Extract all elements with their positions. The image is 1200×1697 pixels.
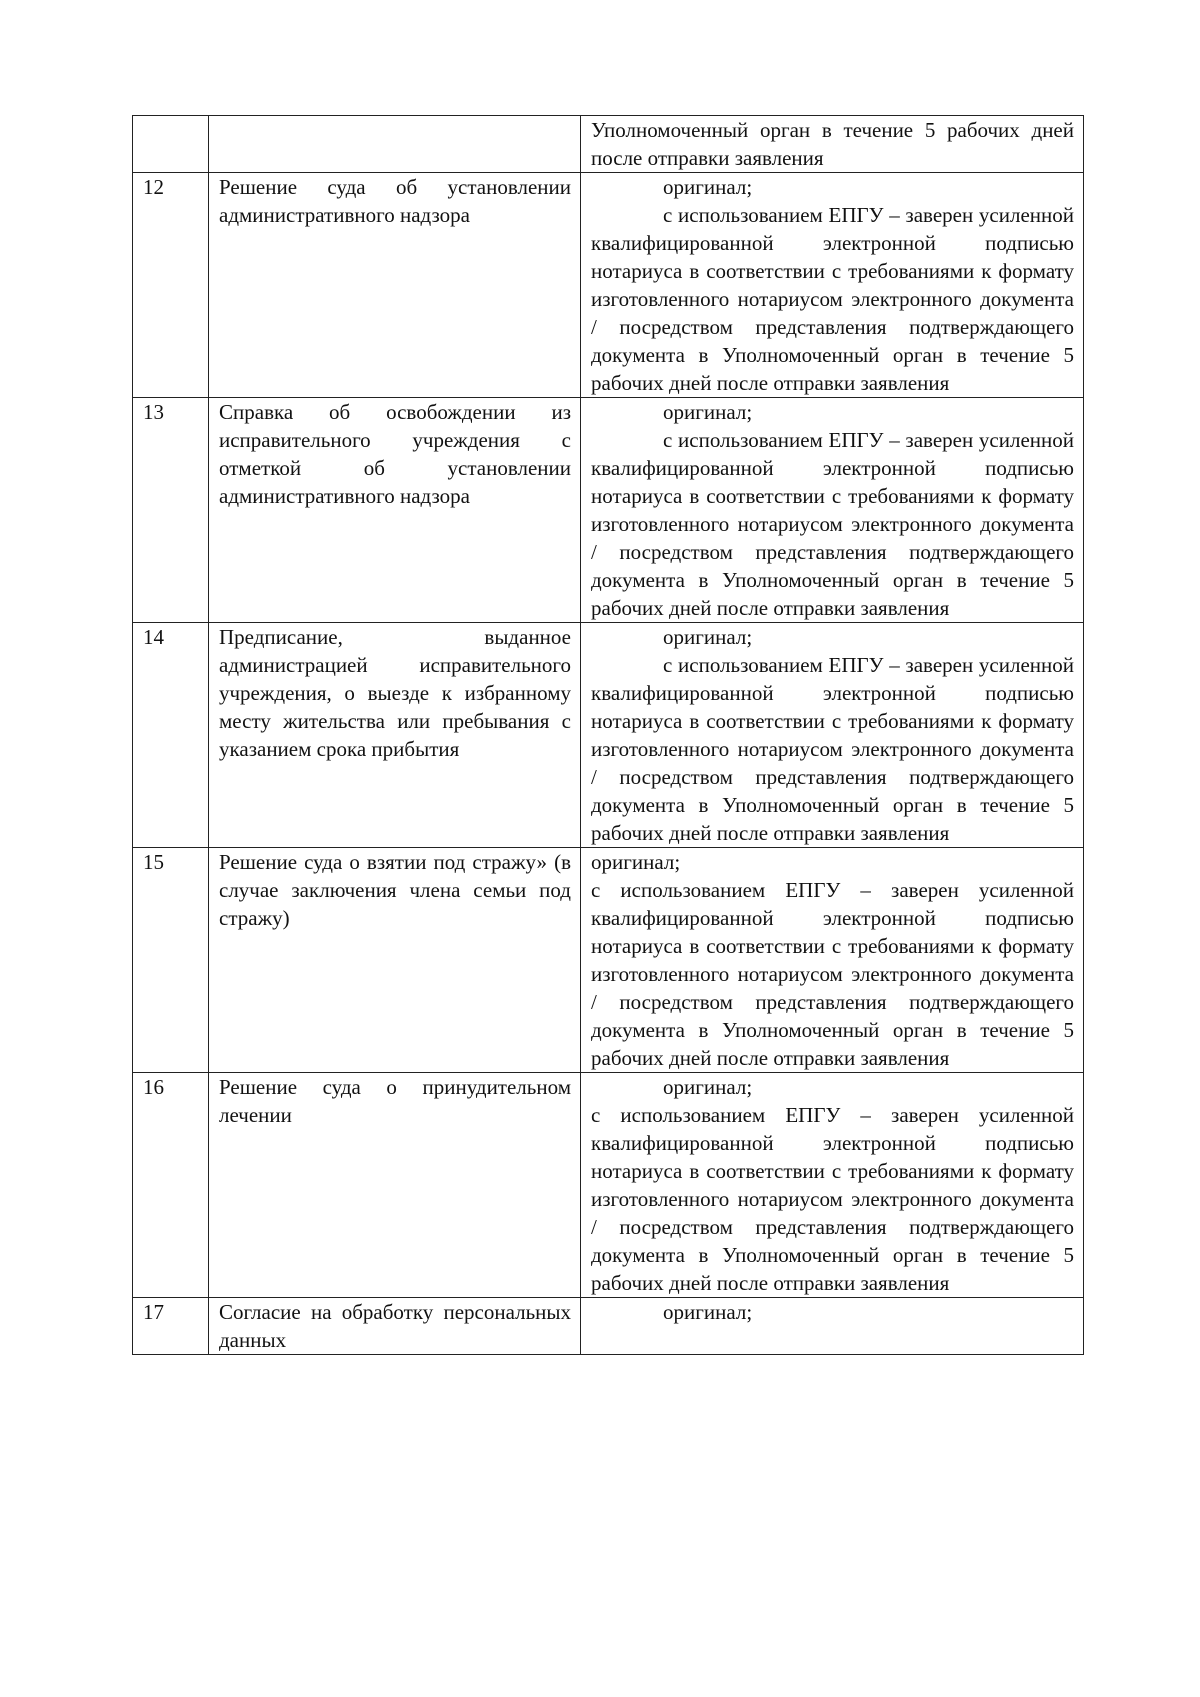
row-number: 14	[133, 623, 209, 848]
epgu-requirement: Уполномоченный орган в течение 5 рабочих дней после отправки заявления	[591, 118, 1074, 170]
document-name-cell	[209, 848, 581, 1073]
table-row	[133, 1298, 1084, 1355]
document-name: Предписание, выданное администрацией исправительного учреждения, о выезде к избранному месту жительства или пребывания с указанием срока прибытия	[219, 625, 571, 761]
document-name: Согласие на обработку персональных данных	[219, 1300, 571, 1352]
table-row	[133, 1073, 1084, 1298]
document-name: Справка об освобождении из исправительного учреждения с отметкой об установлении административного надзора	[219, 400, 571, 508]
submission-form-cell	[581, 398, 1084, 623]
row-number: 13	[133, 398, 209, 623]
document-name-cell	[209, 1073, 581, 1298]
table-row	[133, 116, 1084, 173]
document-name: Решение суда об установлении административного надзора	[219, 175, 571, 227]
submission-form-cell	[581, 116, 1084, 173]
table-row	[133, 173, 1084, 398]
original-requirement: оригинал;	[591, 850, 681, 874]
row-number: 15	[133, 848, 209, 1073]
document-name: Решение суда о взятии под стражу» (в случае заключения члена семьи под стражу)	[219, 850, 571, 930]
table-row	[133, 398, 1084, 623]
epgu-requirement: с использованием ЕПГУ – заверен усиленной квалифицированной электронной подписью нотариуса в соответствии с требованиями к формату изготовленного нотариусом электронного документа / посредством представления подтверждающего документа в Уполномоченный орган в течение 5 рабочих дней после отправки заявления	[591, 203, 1074, 395]
submission-form-cell	[581, 848, 1084, 1073]
epgu-requirement: с использованием ЕПГУ – заверен усиленной квалифицированной электронной подписью нотариуса в соответствии с требованиями к формату изготовленного нотариусом электронного документа / посредством представления подтверждающего документа в Уполномоченный орган в течение 5 рабочих дней после отправки заявления	[591, 653, 1074, 845]
document-name-cell	[209, 398, 581, 623]
document-name-cell	[209, 173, 581, 398]
original-requirement: оригинал;	[663, 175, 753, 199]
document-name-cell	[209, 623, 581, 848]
submission-form-cell	[581, 623, 1084, 848]
submission-form-cell	[581, 1298, 1084, 1355]
epgu-requirement: с использованием ЕПГУ – заверен усиленной квалифицированной электронной подписью нотариуса в соответствии с требованиями к формату изготовленного нотариусом электронного документа / посредством представления подтверждающего документа в Уполномоченный орган в течение 5 рабочих дней после отправки заявления	[591, 878, 1074, 1070]
document-name: Решение суда о принудительном лечении	[219, 1075, 571, 1127]
submission-form-cell	[581, 1073, 1084, 1298]
original-requirement: оригинал;	[663, 400, 753, 424]
document-name-cell	[209, 116, 581, 173]
row-number	[133, 116, 209, 173]
row-number: 17	[133, 1298, 209, 1355]
table-body	[133, 116, 1084, 1355]
table-row	[133, 848, 1084, 1073]
epgu-requirement: с использованием ЕПГУ – заверен усиленной квалифицированной электронной подписью нотариуса в соответствии с требованиями к формату изготовленного нотариусом электронного документа / посредством представления подтверждающего документа в Уполномоченный орган в течение 5 рабочих дней после отправки заявления	[591, 1103, 1074, 1295]
document-table	[132, 115, 1084, 1355]
epgu-requirement: с использованием ЕПГУ – заверен усиленной квалифицированной электронной подписью нотариуса в соответствии с требованиями к формату изготовленного нотариусом электронного документа / посредством представления подтверждающего документа в Уполномоченный орган в течение 5 рабочих дней после отправки заявления	[591, 428, 1074, 620]
submission-form-cell	[581, 173, 1084, 398]
original-requirement: оригинал;	[663, 625, 753, 649]
row-number: 12	[133, 173, 209, 398]
document-name-cell	[209, 1298, 581, 1355]
original-requirement: оригинал;	[663, 1300, 753, 1324]
table-row	[133, 623, 1084, 848]
row-number: 16	[133, 1073, 209, 1298]
original-requirement: оригинал;	[663, 1075, 753, 1099]
